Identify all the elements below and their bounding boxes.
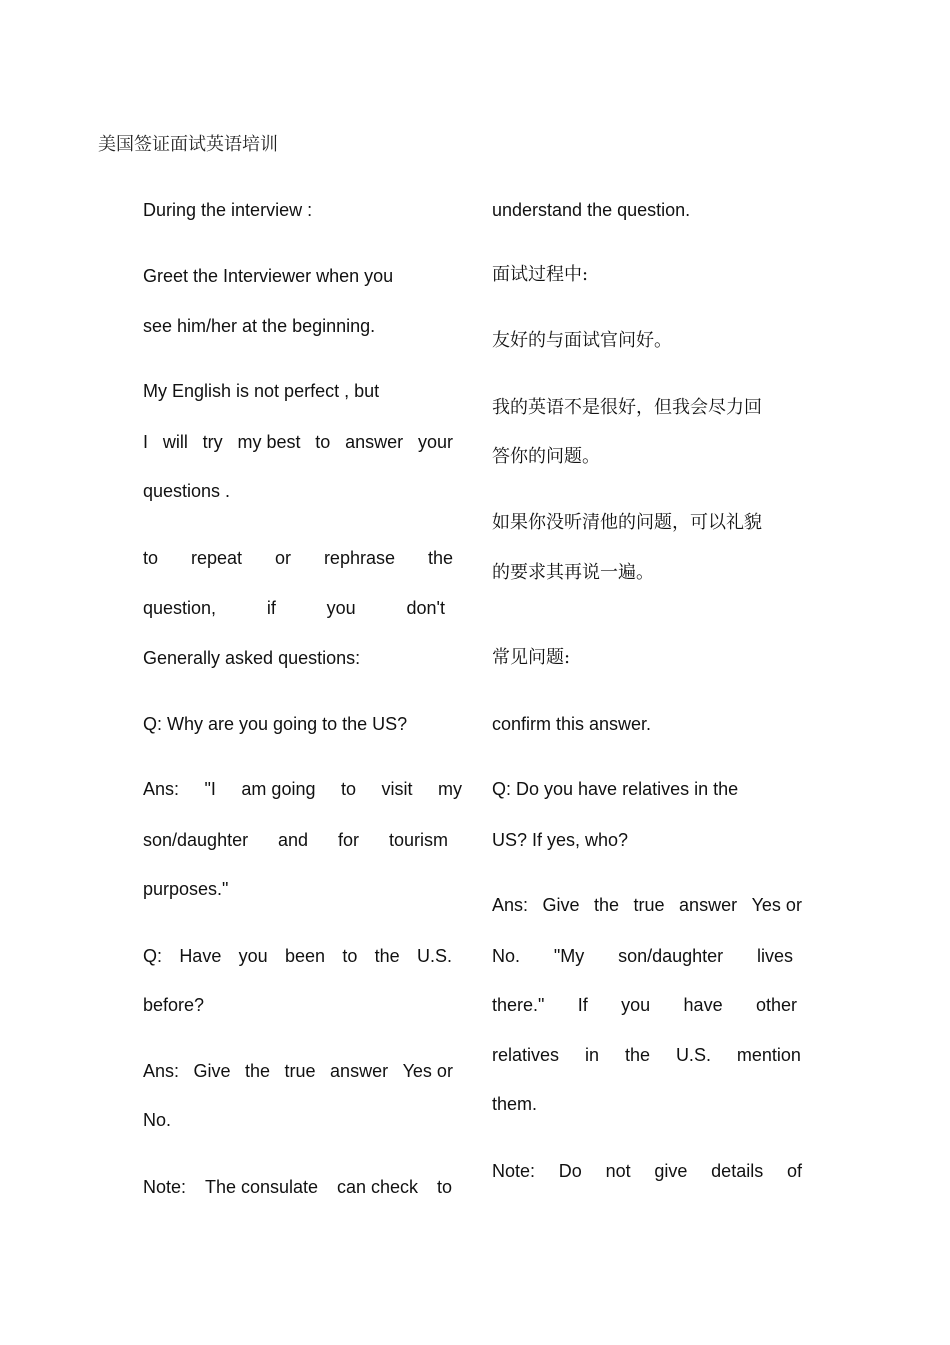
justified-line (492, 1043, 801, 1067)
document-title: 美国签证面试英语培训 (98, 134, 278, 155)
text-line: purposes." (143, 879, 229, 899)
word: to (340, 779, 356, 799)
word: there." (492, 995, 545, 1015)
word: relatives (492, 1045, 560, 1065)
word: other (755, 995, 797, 1015)
word: Note: (492, 1161, 536, 1181)
justified-line (492, 993, 797, 1017)
word: have (683, 995, 723, 1015)
justified-line (143, 1175, 452, 1199)
word: true (633, 895, 665, 915)
word: to (342, 946, 358, 966)
word: visit (381, 779, 413, 799)
word: if (266, 598, 276, 618)
word: the (624, 1045, 650, 1065)
word: If (577, 995, 588, 1015)
word: U.S. (675, 1045, 711, 1065)
word: Do (558, 1161, 582, 1181)
word: in (584, 1045, 599, 1065)
word: the (427, 548, 453, 568)
text-line-zh: 的要求其再说一遍。 (492, 562, 654, 583)
word: and (278, 830, 309, 850)
word: Yes or (751, 895, 802, 915)
word: I (143, 432, 149, 452)
word: answer (330, 1061, 389, 1081)
text-line: During the interview : (143, 200, 313, 220)
word: you (238, 946, 268, 966)
word: son/daughter (143, 830, 249, 850)
justified-line (143, 430, 453, 454)
word: for (338, 830, 360, 850)
word: try (202, 432, 223, 452)
word: to (315, 432, 331, 452)
word: Note: (143, 1177, 187, 1197)
text-line: Greet the Interviewer when you (143, 266, 394, 286)
word: answer (679, 895, 738, 915)
word: The consulate (204, 1177, 319, 1197)
word: U.S. (416, 946, 452, 966)
word: you (621, 995, 651, 1015)
text-line: Q: Why are you going to the US? (143, 714, 408, 734)
word: question, (143, 598, 217, 618)
word: Ans: (492, 895, 529, 915)
word: No. (492, 946, 521, 966)
text-line-zh: 常见问题: (492, 647, 571, 668)
text-line: see him/her at the beginning. (143, 316, 376, 336)
word: been (284, 946, 326, 966)
justified-line (143, 944, 452, 968)
text-line: Generally asked questions: (143, 648, 361, 668)
justified-line (492, 944, 793, 968)
word: details (711, 1161, 764, 1181)
text-line: before? (143, 995, 205, 1015)
justified-line (143, 596, 445, 620)
word: "My (553, 946, 585, 966)
word: don't (406, 598, 445, 618)
word: not (605, 1161, 631, 1181)
word: or (274, 548, 291, 568)
word: true (284, 1061, 316, 1081)
word: mention (736, 1045, 801, 1065)
word: repeat (190, 548, 243, 568)
text-line-zh: 答你的问题。 (492, 446, 600, 467)
text-line: understand the question. (492, 200, 691, 220)
text-line: confirm this answer. (492, 714, 652, 734)
word: give (654, 1161, 688, 1181)
text-line-zh: 友好的与面试官问好。 (492, 330, 672, 351)
text-line-zh: 如果你没听清他的问题，可以礼貌 (492, 512, 762, 533)
text-line-zh: 我的英语不是很好，但我会尽力回 (492, 397, 762, 418)
word: son/daughter (618, 946, 724, 966)
text-line-zh: 面试过程中: (492, 264, 589, 285)
word: rephrase (323, 548, 395, 568)
word: Yes or (402, 1061, 453, 1081)
word: the (594, 895, 620, 915)
word: can check (336, 1177, 419, 1197)
word: the (374, 946, 400, 966)
word: Ans: (143, 779, 180, 799)
word: you (326, 598, 356, 618)
word: Ans: (143, 1061, 180, 1081)
word: will (162, 432, 188, 452)
word: to (143, 548, 159, 568)
word: tourism (388, 830, 448, 850)
word: of (786, 1161, 802, 1181)
word: to (436, 1177, 452, 1197)
text-line: US? If yes, who? (492, 830, 629, 850)
text-line: No. (143, 1110, 172, 1130)
word: Give (193, 1061, 231, 1081)
justified-line (143, 828, 448, 852)
justified-line (492, 893, 802, 917)
word: my best (237, 432, 301, 452)
word: answer (345, 432, 404, 452)
word: my (438, 779, 462, 799)
justified-line (143, 546, 453, 570)
word: your (417, 432, 453, 452)
word: Q: (143, 946, 163, 966)
word: the (245, 1061, 271, 1081)
justified-line (143, 777, 462, 801)
word: "I (204, 779, 216, 799)
justified-line (492, 1159, 802, 1183)
text-line: Q: Do you have relatives in the (492, 779, 739, 799)
word: Have (179, 946, 222, 966)
word: am going (241, 779, 316, 799)
text-line: questions . (143, 481, 231, 501)
text-line: them. (492, 1094, 538, 1114)
word: Give (542, 895, 580, 915)
justified-line (143, 1059, 453, 1083)
text-line: My English is not perfect , but (143, 381, 380, 401)
word: lives (756, 946, 793, 966)
